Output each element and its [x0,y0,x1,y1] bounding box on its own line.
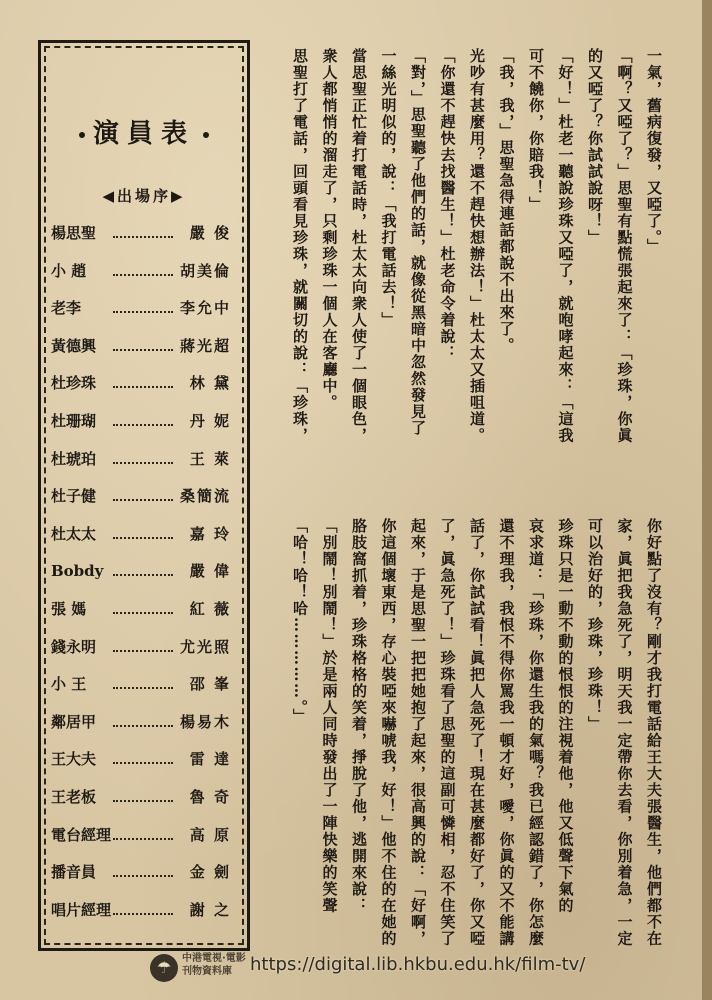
cast-role: 杜珍珠 [51,374,97,393]
cast-row [51,635,231,659]
cast-role: 杜珊瑚 [51,412,97,430]
cast-row [51,409,231,433]
text-column: 「我，我，」思聖急得連話都說不出來了。 [497,48,516,354]
dotted-leader [113,424,173,426]
cast-row [51,559,231,583]
cast-row [51,296,231,320]
text-column: 一絲光明似的，說：「我打電話去！」 [379,48,398,329]
dotted-leader [113,236,173,238]
cast-role: 電台經理 [51,825,112,844]
cast-actor: 紅 薇 [189,600,231,618]
cast-role: 鄰居甲 [51,712,97,731]
archive-logo-icon: ☂ [150,954,178,982]
cast-role: 王大夫 [51,750,97,769]
text-column: 胳肢窩抓着，珍珠格格的笑着，掙脫了他，逃開來說： [350,518,368,914]
text-column: 「啊？又啞了？」思聖有點慌張起來了：「珍珠，你眞 [615,48,634,444]
text-column: 還不理我，我恨不得你罵我一頓才好，噯，你眞的又不能講 [497,518,516,947]
archive-name: 中港電視·電影 刊物資料庫 [182,953,246,977]
cast-row [51,898,231,922]
dotted-leader [113,800,173,802]
cast-role: 王老板 [51,788,97,806]
text-column: 光吵有甚麼用？還不趕快想辦法！」杜太太又插咀道。 [468,48,486,444]
cast-actor: 尤光照 [179,637,231,656]
cast-actor: 王 萊 [189,449,231,468]
dotted-leader [113,913,173,915]
cast-row [51,672,231,696]
text-column: 衆人都悄悄的溜走了，只剩珍珠一個人在客廳中。 [320,48,339,411]
text-column: 「別鬧！別鬧！」於是兩人同時發出了一陣快樂的笑聲 [320,518,339,914]
cast-actor: 林 黛 [189,374,231,393]
cast-actor: 金 劍 [189,863,231,882]
text-column: 一氣，舊病復發，又啞了。」 [645,48,663,255]
cast-role: 唱片經理 [51,900,112,919]
cast-role: 杜琥珀 [51,449,97,468]
cast-actor: 嚴 俊 [189,224,231,242]
text-column: 「好！」杜老一聽說珍珠又啞了，就咆哮起來：「這我 [556,48,575,444]
cast-row [51,447,231,471]
cast-row [51,860,231,884]
dotted-leader [113,725,173,727]
cast-actor: 雷 達 [189,750,231,769]
text-column: 思聖打了電話，回頭看見珍珠，就關切的說：「珍珠， [291,48,309,444]
dotted-leader [113,650,173,652]
dotted-leader [113,274,173,276]
text-column: 可以治好的，珍珠，珍珠！」 [586,518,604,733]
cast-actor: 高 原 [189,825,231,844]
cast-actor: 胡美倫 [179,261,231,280]
dotted-leader [113,386,173,388]
cast-actor: 邵 峯 [189,675,231,694]
text-column: 「對，」思聖聽了他們的話，就像從黑暗中忽然發見了 [409,48,427,437]
text-column: 你好點了沒有？剛才我打電話給王大夫張醫生，他們都不在 [645,518,663,947]
cast-row [51,823,231,847]
dotted-leader [113,462,173,464]
text-column: 話了，你試試看！眞把人急死了！現在甚麼都好了，你又啞 [468,518,486,947]
dotted-leader [113,499,173,501]
cast-row [51,747,231,771]
cast-actor: 丹 妮 [189,412,231,430]
dotted-leader [113,349,173,351]
text-column: 的又啞了？你試試說呀！」 [586,48,604,246]
cast-actor: 蔣光超 [179,336,231,355]
dotted-leader [113,574,173,576]
cast-row [51,522,231,546]
dotted-leader [113,875,173,877]
footer-watermark [0,950,712,990]
dotted-leader [113,762,173,764]
dotted-leader [113,612,173,614]
cast-actor: 楊易木 [179,712,231,731]
cast-actor: 李允中 [179,299,231,318]
text-column: 了，眞急死了！」珍珠看了思聖的這副可憐相，忍不住笑了 [438,518,457,947]
text-column: 哀求道：「珍珠，你還生我的氣嗎？我已經認錯了，你怎麼 [527,518,545,947]
dotted-leader [113,687,173,689]
cast-row [51,371,231,395]
text-column: 珍珠只是一動不動的恨恨的注視着他，他又低聲下氣的 [556,518,575,914]
text-column: 起來，于是思聖一把把她抱了起來，很高興的說：「好啊， [409,518,427,947]
cast-role: 老李 [51,299,82,318]
cast-role: 楊思聖 [51,224,97,242]
cast-row [51,785,231,809]
cast-row [51,597,231,621]
text-column: 「哈！哈！哈……………。」 [291,518,309,725]
cast-role: 杜子健 [51,487,97,506]
cast-row [51,221,231,245]
cast-role: 小 王 [51,675,87,694]
text-column: 當思聖正忙着打電話時，杜太太向衆人使了一個眼色， [350,48,368,444]
cast-role: 小 趙 [51,261,87,280]
cast-actor: 魯 奇 [189,788,231,806]
text-column: 你這個壞東西，存心裝啞來嚇唬我，好！」他不住的在她的 [379,518,398,947]
dotted-leader [113,838,173,840]
cast-title: 演員表 [41,113,247,150]
cast-role: 張 媽 [51,600,87,618]
cast-role: 錢永明 [51,637,97,656]
dotted-leader [113,537,173,539]
cast-row [51,710,231,734]
order-label: ◀出場序▶ [102,187,186,205]
cast-row [51,484,231,508]
cast-role: 播音員 [51,863,97,882]
dotted-leader [113,311,173,313]
cast-role: Bobdy [51,562,104,581]
cast-actor: 嚴 偉 [189,562,231,581]
cast-actor: 謝 之 [189,900,231,919]
cast-list-box [38,40,250,951]
cast-row [51,334,231,358]
cast-actor: 嘉 玲 [189,524,231,543]
text-column: 家，眞把我急死了，明天我一定帶你去看，你別着急，一定 [615,518,634,947]
page-edge [702,0,712,1000]
cast-row [51,259,231,283]
cast-actor: 桑簡流 [179,487,231,506]
text-column: 「你還不趕快去找醫生！」杜老命令着說： [438,48,457,362]
cast-role: 杜太太 [51,524,97,543]
archive-url: https://digital.lib.hkbu.edu.hk/film-tv/ [250,954,586,975]
text-column: 可不饒你，你賠我！」 [527,48,545,213]
cast-role: 黃德興 [51,336,97,355]
